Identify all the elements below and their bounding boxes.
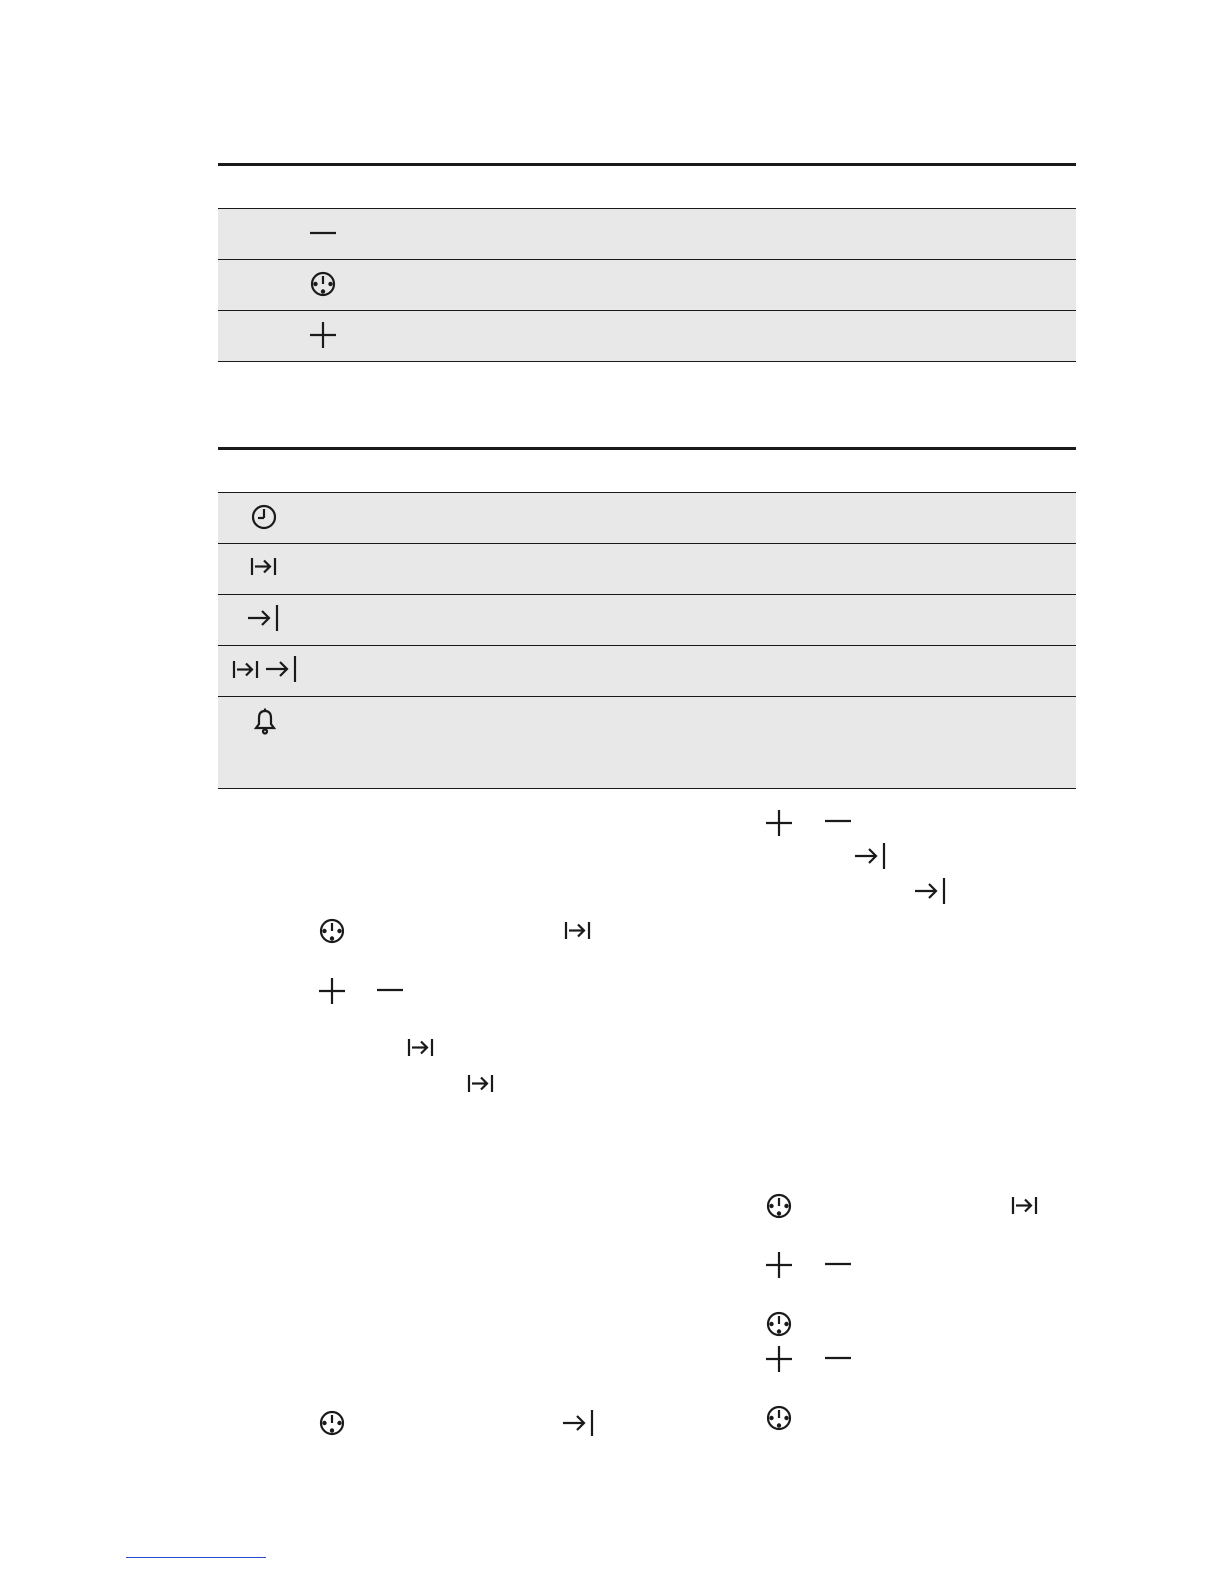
plus-icon [766, 1252, 794, 1280]
clock-icon [310, 271, 338, 299]
function-row-minus [218, 208, 1076, 259]
end-icon [563, 1410, 595, 1438]
duration-icon [233, 658, 261, 682]
end-icon [915, 878, 947, 906]
indicator-row-duration [218, 543, 1076, 594]
duration-icon [408, 1036, 436, 1060]
end-icon [248, 605, 280, 633]
plus-icon [319, 978, 347, 1006]
minus-icon [377, 980, 405, 1008]
indicator-row-time-of-day [218, 492, 1076, 543]
indicator-row-end [218, 594, 1076, 645]
end-icon [855, 843, 887, 871]
minus-icon [310, 223, 338, 251]
function-row-plus [218, 310, 1076, 362]
time-of-day-icon [251, 504, 279, 532]
indicator-row-duration-end [218, 645, 1076, 696]
minus-icon [825, 811, 853, 839]
minus-icon [825, 1254, 853, 1282]
duration-icon [468, 1072, 496, 1096]
clock-icon [766, 1193, 794, 1221]
duration-icon [565, 919, 593, 943]
minus-icon [825, 1348, 853, 1376]
clock-icon [766, 1405, 794, 1433]
clock-icon [319, 1410, 347, 1438]
plus-icon [766, 1346, 794, 1374]
function-table [218, 163, 1076, 362]
plus-icon [310, 322, 338, 350]
indicator-table [218, 447, 1076, 789]
duration-icon [1012, 1194, 1040, 1218]
indicator-row-bell [218, 696, 1076, 789]
duration-icon [251, 555, 279, 579]
bell-icon [252, 708, 280, 736]
clock-icon [766, 1311, 794, 1339]
function-table-header [218, 163, 1076, 208]
function-row-clock [218, 259, 1076, 310]
indicator-table-header [218, 447, 1076, 492]
clock-icon [319, 918, 347, 946]
end-icon [266, 656, 298, 684]
footer-link-underline [126, 1557, 266, 1558]
plus-icon [766, 810, 794, 838]
